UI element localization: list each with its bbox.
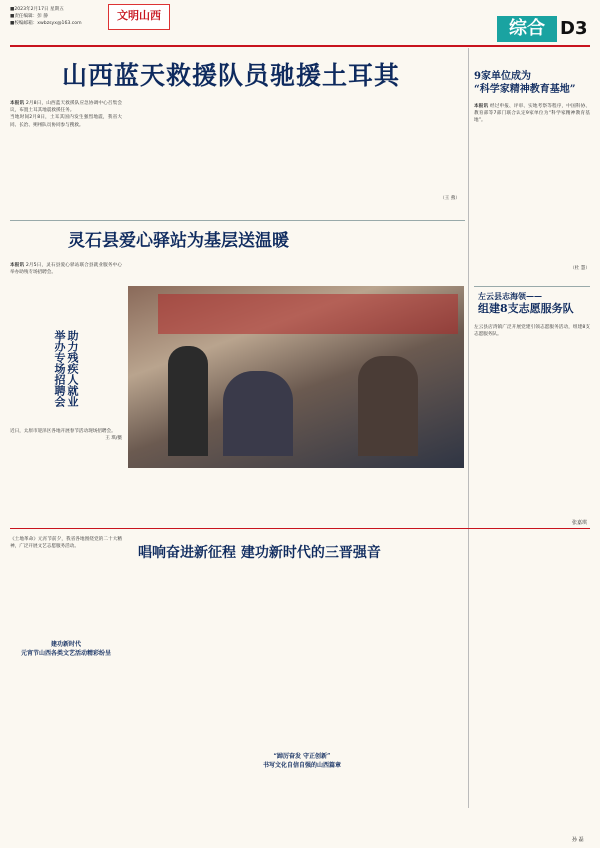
divider	[474, 286, 590, 287]
lead-column-3	[246, 100, 354, 212]
volunteer-subtitle: 左云县志海领——	[478, 291, 542, 301]
science-text: 经过申报、评审、实地考察等程序，中国科协、教育部等7部门联合认定9家单位为“科学家精神教育基地”。	[474, 104, 590, 124]
science-author: （杜 慧）	[570, 265, 590, 271]
jobs-caption: 近日，太原市迎泽区各地开展春节活动现场招聘会。	[10, 429, 116, 434]
feature-lead: 《土地革命》元宵节前夕，我省各地围绕党的二十大精神，广泛开展文艺志愿服务活动。	[10, 537, 122, 550]
feature-lead-column	[10, 536, 122, 636]
volunteer-body	[474, 324, 590, 514]
jobs-vertical-title-box	[10, 330, 122, 410]
feature-column-3	[246, 570, 358, 750]
paper-logo	[108, 4, 170, 30]
feature-column-1	[10, 672, 122, 842]
jobs-headline: 灵石县爱心驿站为基层送温暖	[68, 231, 289, 251]
jobs-vertical-title: 助力残疾人就业 举办专场招聘会	[53, 330, 79, 407]
banner-shape	[158, 294, 458, 334]
volunteer-author: 张嘉琪	[572, 520, 588, 526]
jobs-column-1	[10, 262, 122, 328]
feature-subhead-2: 书写文化自信自强的山西篇章	[262, 762, 341, 769]
lead-column-2	[128, 100, 240, 212]
science-headline: “科学家精神教育基地”	[474, 84, 576, 95]
editor-email: ■校编邮箱：xwbzsyx@163.com	[10, 21, 82, 26]
feature-column-3b	[246, 780, 358, 840]
lead-column-1	[10, 100, 122, 212]
paper-logo-text: 文明山西	[117, 9, 161, 22]
jobs-byline: 本报讯	[10, 263, 25, 268]
feature-box-title-1: 建功新时代	[50, 641, 81, 648]
feature-column-5	[482, 536, 590, 836]
lead-paragraph-1: 2月8日，山西蓝天救援队应急协调中心召集会议，布置土耳其地震救援任务。	[10, 101, 122, 114]
feature-author: 孙 磊	[572, 837, 584, 843]
volunteer-headline: 组建8支志愿服务队	[478, 302, 574, 315]
figure-shape	[358, 356, 418, 456]
volunteer-text: 左云县店湾镇广泛开展党建引领志愿服务活动，组建8支志愿服务队。	[474, 325, 590, 338]
masthead-rule	[10, 45, 590, 47]
jobs-caption-author: 王 琪/摄	[105, 436, 122, 442]
lead-column-4	[360, 100, 460, 212]
feature-headline: 唱响奋进新征程 建功新时代的三晋强音	[138, 545, 381, 561]
section-rule	[10, 528, 590, 529]
jobs-photo	[128, 286, 464, 468]
wheelchair-figure-shape	[223, 371, 293, 456]
feature-subhead-block	[246, 752, 358, 778]
lead-paragraph-2: 当地时间2月8日，土耳其国内发生强烈地震，我省大同、长治、朔州队员协同参与搜救。	[10, 115, 122, 128]
editor-credit: ■责任编辑：彭 静	[10, 14, 48, 19]
section-label: 综合	[497, 16, 557, 42]
issue-date: ■2023年2月17日 星期五	[10, 7, 64, 12]
jobs-caption-box	[10, 428, 122, 462]
science-body	[474, 103, 590, 273]
lead-author: （王 燕）	[440, 196, 460, 201]
feature-subhead-1: “踔厉奋发 守正创新”	[273, 753, 331, 760]
lead-byline: 本报讯	[10, 101, 25, 106]
science-subtitle: 9家单位成为	[474, 71, 531, 82]
figure-shape	[168, 346, 208, 456]
page-number: D3	[560, 18, 588, 39]
feature-column-4	[364, 570, 476, 840]
science-byline: 本报讯	[474, 104, 489, 109]
jobs-intro: 2月5日，灵石县爱心驿站联合县就业服务中心举办助残专场招聘会。	[10, 263, 122, 276]
feature-box-title-block	[10, 640, 122, 670]
divider	[10, 220, 465, 221]
feature-column-2	[128, 570, 240, 840]
lead-headline: 山西蓝天救援队员驰援土耳其	[62, 61, 401, 90]
feature-box-title-2: 元宵节山西各类文艺活动精彩纷呈	[20, 650, 111, 657]
